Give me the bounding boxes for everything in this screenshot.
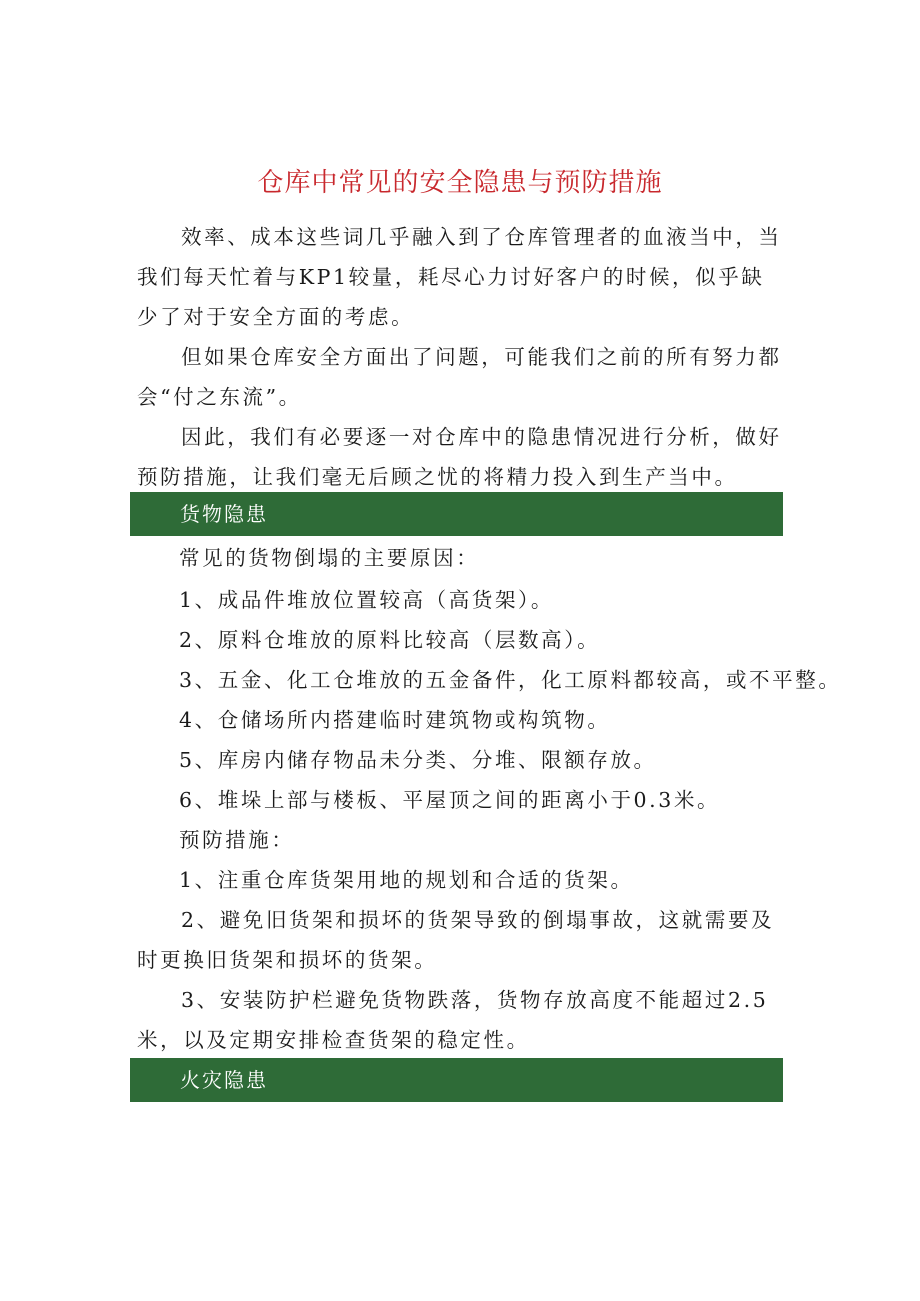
- measure-item: 1、注重仓库货架用地的规划和合适的货架。: [179, 868, 634, 892]
- cause-item: 6、堆垛上部与楼板、平屋顶之间的距离小于0.3米。: [179, 788, 721, 812]
- measure-item: 2、避免旧货架和损坏的货架导致的倒塌事故，这就需要及时更换旧货架和损坏的货架。: [137, 908, 775, 972]
- cause-item: 3、五金、化工仓堆放的五金备件，化工原料都较高，或不平整。: [179, 668, 842, 692]
- measures-label: 预防措施：: [179, 828, 295, 852]
- section-heading-fire-hazards: 火灾隐患: [130, 1058, 783, 1102]
- intro-paragraph-1: 效率、成本这些词几乎融入到了仓库管理者的血液当中，当我们每天忙着与KP1较量，耗尽心力讨好客户的时候，似乎缺少了对于安全方面的考虑。: [137, 225, 782, 329]
- cause-item: 2、原料仓堆放的原料比较高（层数高）。: [179, 628, 601, 652]
- intro-paragraph-2: 但如果仓库安全方面出了问题，可能我们之前的所有努力都会“付之东流”。: [137, 345, 782, 409]
- cause-item: 1、成品件堆放位置较高（高货架）。: [179, 588, 554, 612]
- cause-item: 4、仓储场所内搭建临时建筑物或构筑物。: [179, 708, 611, 732]
- cause-item: 5、库房内储存物品未分类、分堆、限额存放。: [179, 748, 657, 772]
- section-heading-goods-hazards: 货物隐患: [130, 492, 783, 536]
- page-title: 仓库中常见的安全隐患与预防措施: [257, 168, 663, 198]
- causes-label: 常见的货物倒塌的主要原因：: [179, 546, 480, 570]
- measure-item: 3、安装防护栏避免货物跌落，货物存放高度不能超过2.5米，以及定期安排检查货架的稳定性。: [137, 988, 769, 1052]
- intro-paragraph-3: 因此，我们有必要逐一对仓库中的隐患情况进行分析，做好预防措施，让我们毫无后顾之忧的将精力投入到生产当中。: [137, 425, 782, 489]
